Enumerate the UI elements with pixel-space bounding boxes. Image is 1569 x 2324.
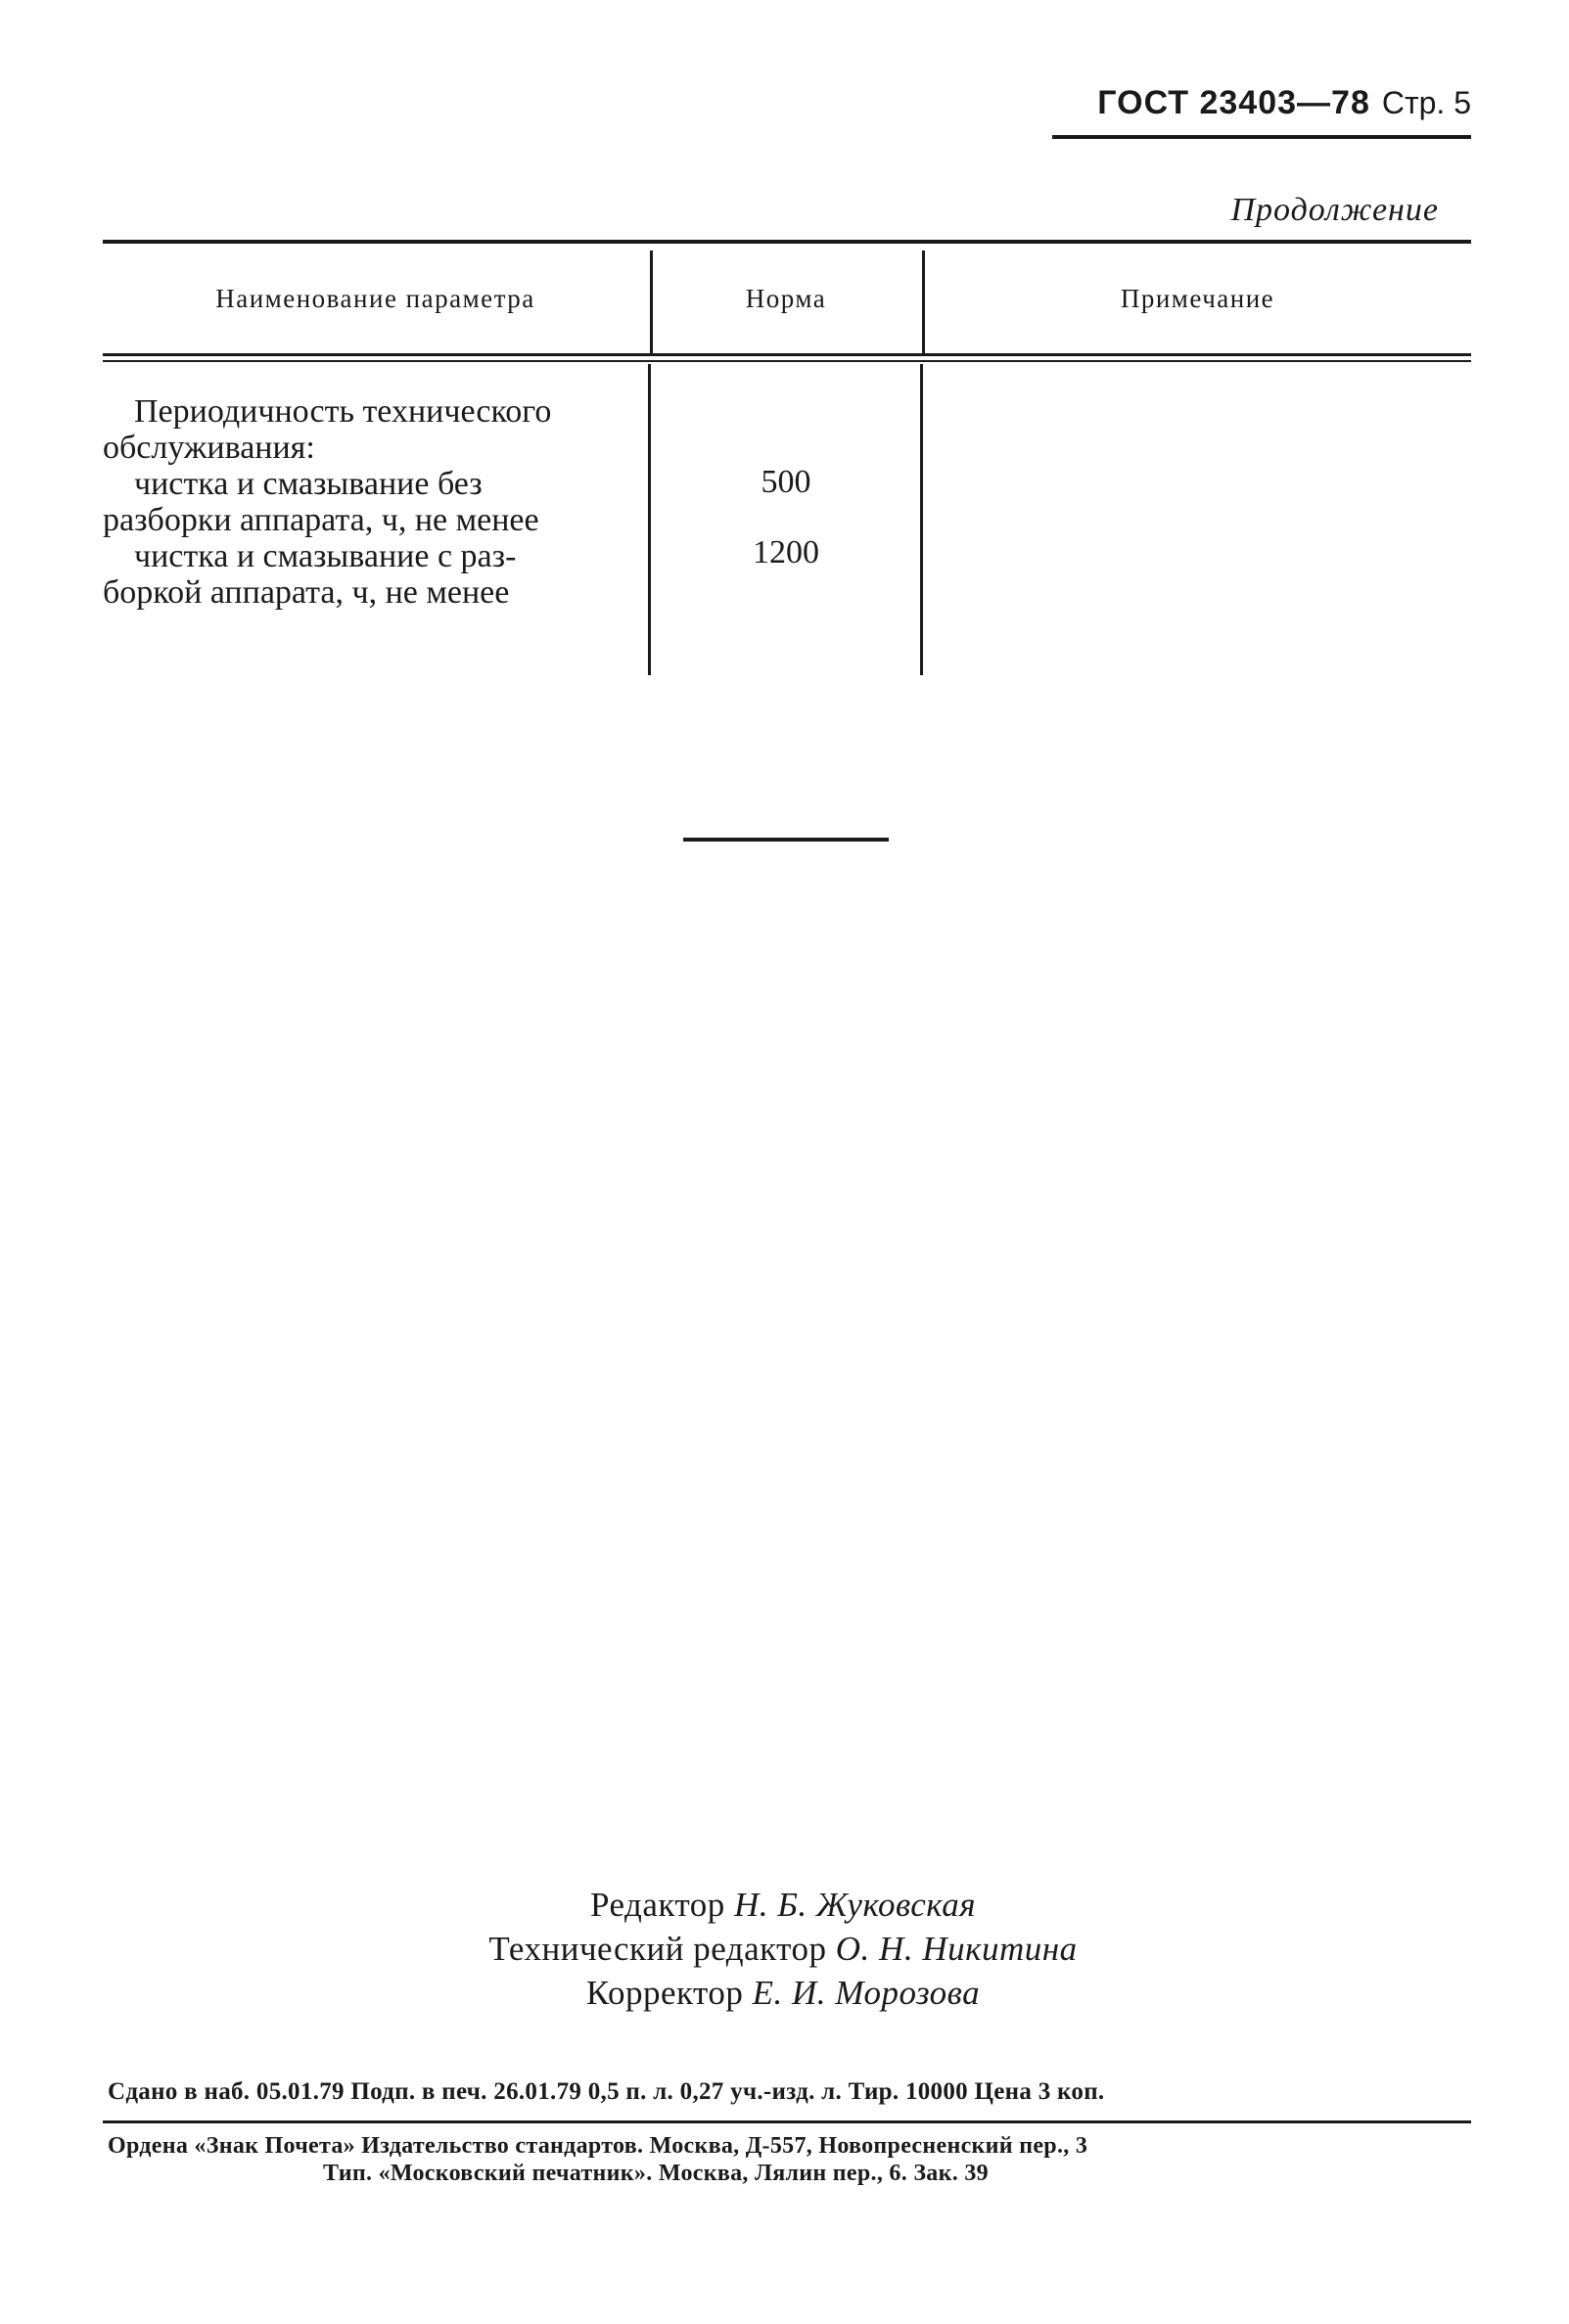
param-line-text: Периодичность технического xyxy=(134,393,552,430)
param-line: разборки аппарата, ч, не менее xyxy=(103,502,539,538)
continuation-label: Продолжение xyxy=(1230,192,1439,228)
credit-tech-editor xyxy=(294,1930,1272,1969)
editor-name: Н. Б. Жуковская xyxy=(733,1886,977,1924)
column-divider-1-body xyxy=(648,364,651,675)
standard-number: ГОСТ 23403—78 xyxy=(1097,84,1370,121)
header-rule xyxy=(1052,135,1471,139)
page-number: Стр. 5 xyxy=(1381,85,1471,120)
tech-editor-name: О. Н. Никитина xyxy=(835,1930,1078,1968)
tech-editor-role: Технический редактор xyxy=(488,1930,827,1968)
column-header-parameter: Наименование параметра xyxy=(215,284,535,313)
param-line xyxy=(103,393,631,430)
corrector-role: Корректор xyxy=(585,1974,744,2012)
param-line: чистка и смазывание без xyxy=(134,466,483,502)
norm-value: 1200 xyxy=(753,534,819,570)
section-separator xyxy=(683,838,889,842)
norm-value: 500 xyxy=(761,464,811,500)
corrector-name: Е. И. Морозова xyxy=(752,1974,981,2012)
imprint-publication-data: Сдано в наб. 05.01.79 Подп. в печ. 26.01.79 0,5 п. л. 0,27 уч.-изд. л. Тир. 10000 Цена 3 коп. xyxy=(108,2078,1105,2105)
param-line: чистка и смазывание с раз- xyxy=(134,538,517,574)
credit-editor xyxy=(294,1886,1272,1925)
note-cell xyxy=(926,393,1464,423)
editor-role: Редактор xyxy=(589,1886,725,1924)
imprint-publisher: Ордена «Знак Почета» Издательство стандартов. Москва, Д-557, Новопресненский пер., 3 xyxy=(108,2133,1088,2159)
credit-corrector xyxy=(294,1974,1272,2013)
column-header-note: Примечание xyxy=(1120,284,1275,313)
page-header xyxy=(1052,84,1471,143)
column-header-norm: Норма xyxy=(745,284,827,313)
imprint-printer: Тип. «Московский печатник». Москва, Лялин пер., 6. Зак. 39 xyxy=(323,2161,989,2186)
table-header-rule-upper xyxy=(103,353,1471,356)
param-line: боркой аппарата, ч, не менее xyxy=(103,574,510,611)
param-line: обслуживания: xyxy=(103,430,315,466)
imprint-rule xyxy=(103,2120,1471,2123)
table-top-rule xyxy=(103,240,1471,244)
table-header-rule-lower xyxy=(103,360,1471,362)
parameter-cell xyxy=(103,393,631,611)
column-divider-2-body xyxy=(920,364,923,675)
